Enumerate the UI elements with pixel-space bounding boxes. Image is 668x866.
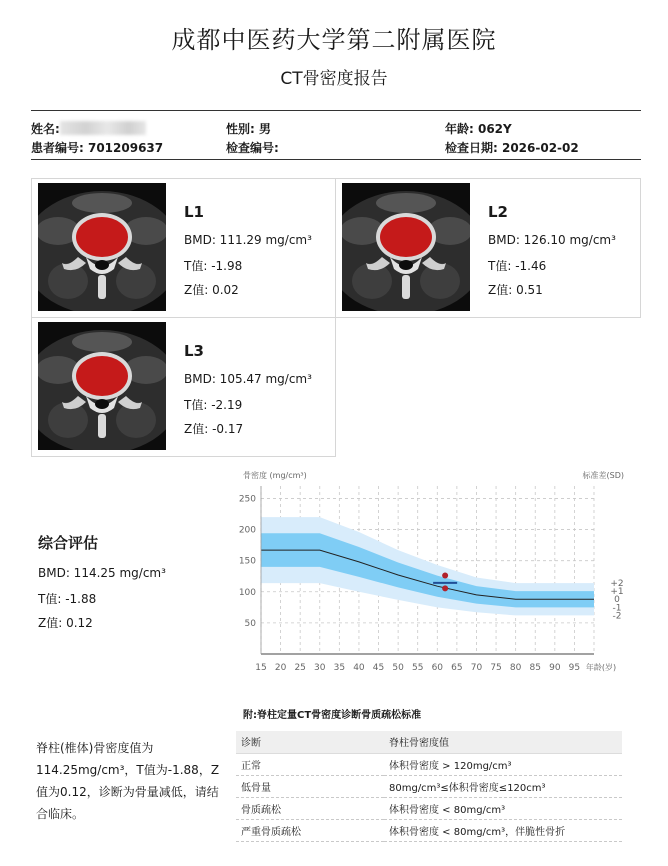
vertebra-t-score: T值: -1.98 [184, 259, 243, 273]
table-cell: 低骨量 [236, 775, 384, 797]
summary-title: 综合评估 [38, 534, 99, 552]
vertebra-bmd: BMD: 111.29 mg/cm³ [184, 233, 312, 247]
table-row [236, 797, 622, 819]
x-tick-label: 85 [529, 663, 541, 673]
vertebra-name: L2 [488, 203, 508, 221]
vertebra-z-score: Z值: 0.51 [488, 283, 543, 297]
x-tick-label: 35 [333, 663, 346, 673]
exam-number: 检查编号: [226, 141, 279, 155]
vertebra-name: L3 [184, 342, 204, 360]
x-tick-label: 50 [392, 663, 404, 673]
vertebra-card-l2 [335, 178, 641, 318]
patient-point [442, 585, 448, 591]
x-tick-label: 45 [372, 663, 385, 673]
table-cell: 体积骨密度 > 120mg/cm³ [384, 753, 622, 775]
vertebra-z-score: Z值: 0.02 [184, 283, 239, 297]
table-header-cell: 脊柱骨密度值 [384, 731, 622, 753]
x-tick-label: 65 [451, 663, 463, 673]
patient-point [442, 573, 448, 579]
y-tick-label: 150 [238, 556, 256, 567]
table-cell: 80mg/cm³≤体积骨密度≤120cm³ [384, 775, 622, 797]
patient-name-field [31, 120, 146, 137]
header-divider [31, 110, 641, 111]
patient-age: 年龄: 062Y [445, 122, 512, 136]
patient-name-label: 姓名: [31, 122, 60, 136]
table-cell: 严重骨质疏松 [236, 819, 384, 841]
table-cell: 正常 [236, 753, 384, 775]
x-tick-label: 55 [411, 663, 424, 673]
bmd-age-chart [230, 466, 630, 682]
vertebra-grid [31, 178, 641, 458]
sd-axis-label: 标准差(SD) [582, 471, 624, 480]
x-tick-label: 20 [274, 663, 287, 673]
table-row [236, 819, 622, 841]
sd-tick-label: +2 [610, 579, 624, 590]
summary-bmd: BMD: 114.25 mg/cm³ [38, 566, 166, 580]
vertebra-bmd: BMD: 126.10 mg/cm³ [488, 233, 616, 247]
table-cell: 体积骨密度 < 80mg/cm³ [384, 797, 622, 819]
ct-image-l2 [342, 183, 470, 311]
y-tick-label: 200 [238, 525, 256, 536]
patient-id: 患者编号: 701209637 [31, 141, 164, 155]
vertebra-card-l1 [31, 178, 336, 318]
y-tick-label: 250 [238, 494, 256, 505]
sd-tick-label: -1 [612, 603, 622, 614]
table-cell: 体积骨密度 < 80mg/cm³，伴脆性骨折 [384, 819, 622, 841]
summary-z-score: Z值: 0.12 [38, 616, 93, 630]
vertebra-card-l3 [31, 317, 336, 457]
diagnosis-standard-table [236, 731, 622, 842]
summary-t-score: T值: -1.88 [38, 592, 97, 606]
y-tick-label: 50 [244, 618, 256, 629]
x-tick-label: 60 [431, 663, 444, 673]
vertebra-t-score: T值: -1.46 [488, 259, 547, 273]
table-header-cell: 诊断 [236, 731, 384, 753]
x-axis-label: 年龄(岁) [585, 663, 617, 672]
vertebra-bmd: BMD: 105.47 mg/cm³ [184, 372, 312, 386]
exam-date: 检查日期: 2026-02-02 [445, 141, 579, 155]
x-tick-label: 95 [568, 663, 581, 673]
vertebra-z-score: Z值: -0.17 [184, 422, 244, 436]
x-tick-label: 15 [255, 663, 267, 673]
standard-title: 附:脊柱定量CT骨密度诊断骨质疏松标准 [243, 710, 422, 721]
sd-tick-label: -2 [612, 611, 622, 622]
table-row [236, 775, 622, 797]
sd-tick-label: 0 [614, 595, 620, 606]
x-tick-label: 80 [509, 663, 522, 673]
report-title: CT骨密度报告 [280, 69, 388, 89]
ct-image-l1 [38, 183, 166, 311]
sd-tick-label: +1 [610, 587, 624, 598]
hospital-name: 成都中医药大学第二附属医院 [171, 26, 497, 54]
patient-name-redacted [60, 121, 146, 135]
x-tick-label: 75 [490, 663, 502, 673]
patient-sex: 性别: 男 [226, 122, 271, 136]
x-tick-label: 30 [314, 663, 326, 673]
table-header-row [236, 731, 622, 753]
x-tick-label: 70 [470, 663, 483, 673]
x-tick-label: 25 [294, 663, 306, 673]
y-tick-label: 100 [238, 587, 256, 598]
y-axis-label: 骨密度 (mg/cm³) [243, 471, 307, 480]
table-row [236, 753, 622, 775]
diagnosis-conclusion: 脊柱(椎体)骨密度值为114.25mg/cm³，T值为-1.88，Z值为0.12，诊断为骨量减低，请结合临床。 [36, 741, 220, 821]
vertebra-t-score: T值: -2.19 [184, 398, 243, 412]
x-tick-label: 90 [549, 663, 561, 673]
info-divider [31, 159, 641, 160]
ct-image-l3 [38, 322, 166, 450]
x-tick-label: 40 [353, 663, 365, 673]
vertebra-name: L1 [184, 203, 204, 221]
table-cell: 骨质疏松 [236, 797, 384, 819]
